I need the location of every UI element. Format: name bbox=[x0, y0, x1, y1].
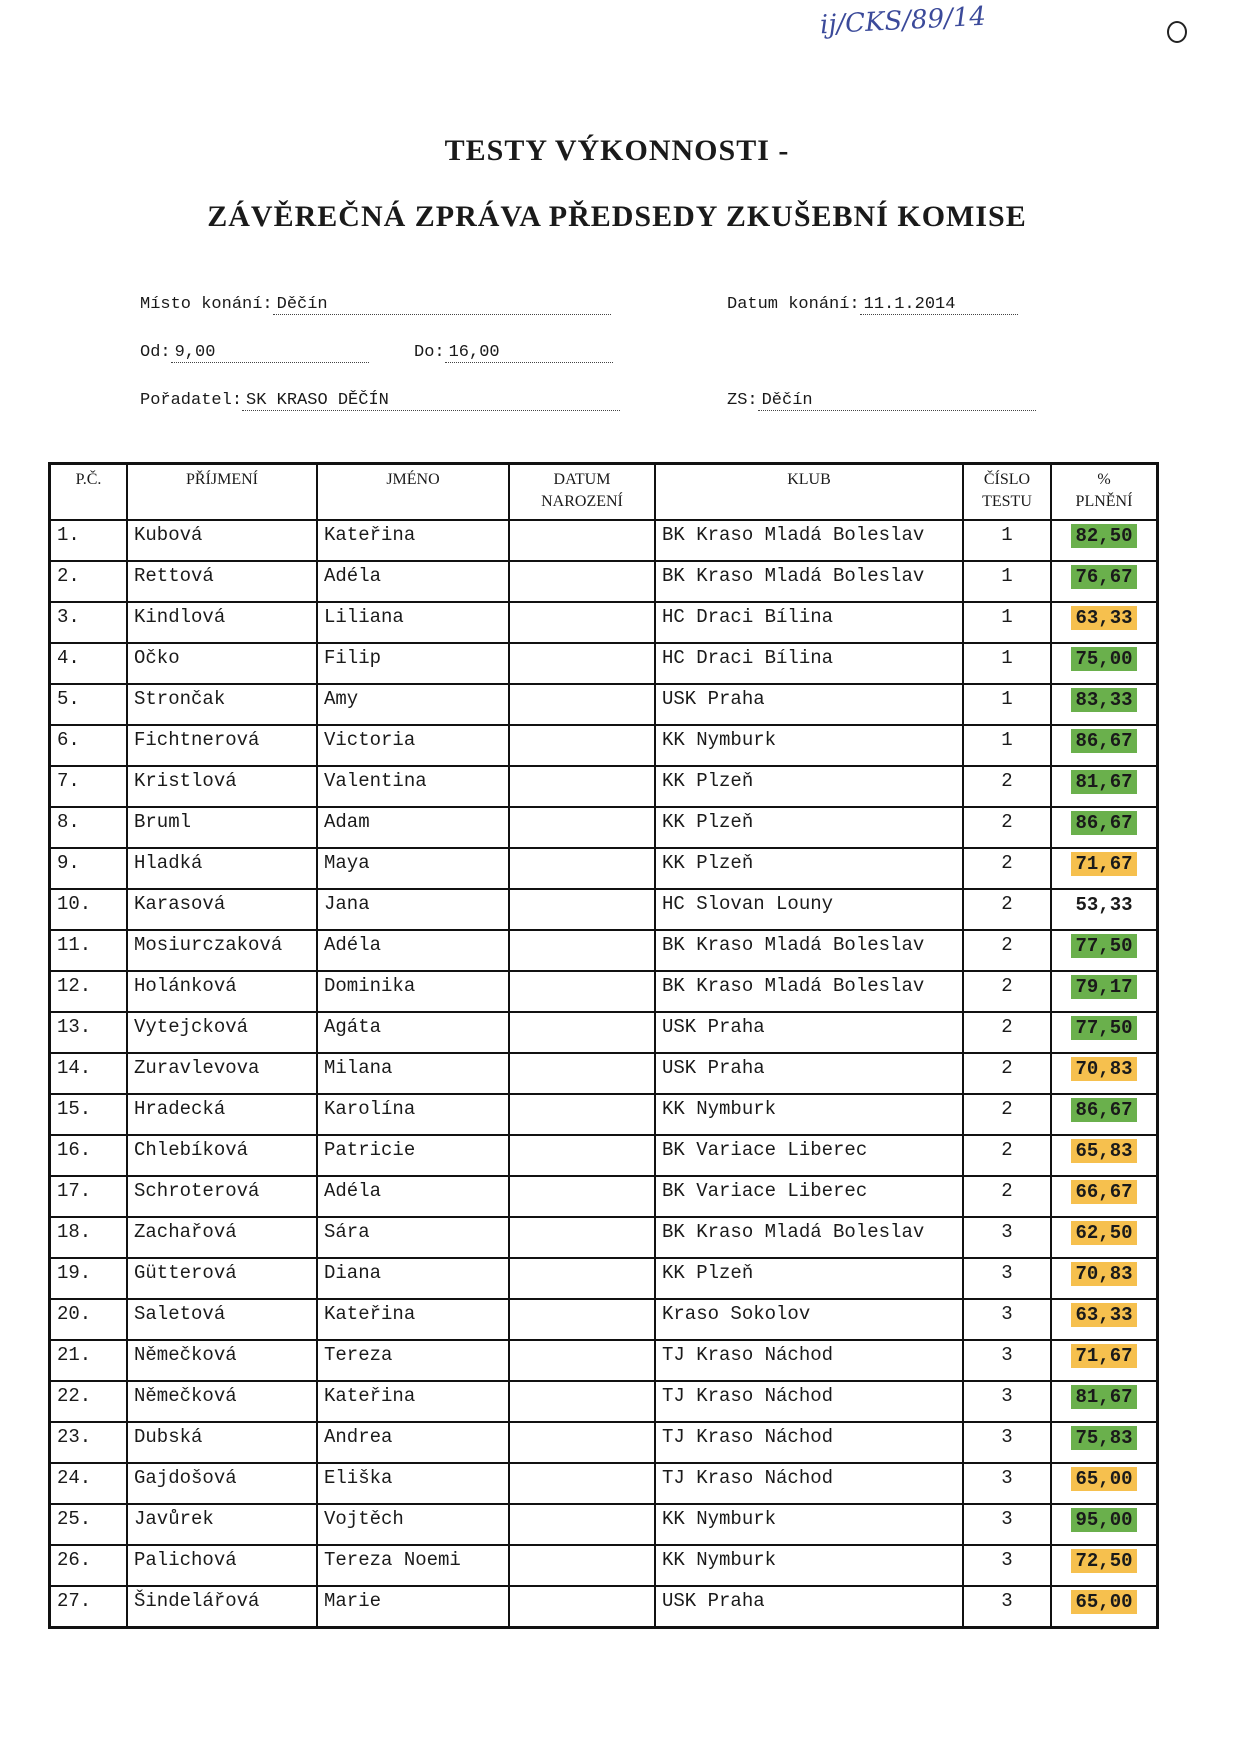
row-surname: Gajdošová bbox=[127, 1463, 317, 1504]
row-birthdate bbox=[509, 1012, 655, 1053]
row-birthdate bbox=[509, 1504, 655, 1545]
table-row bbox=[50, 766, 1157, 807]
row-percent bbox=[1051, 1504, 1157, 1545]
row-club: USK Praha bbox=[655, 1053, 963, 1094]
row-surname: Rettová bbox=[127, 561, 317, 602]
row-percent-value: 63,33 bbox=[1071, 606, 1136, 630]
row-birthdate bbox=[509, 684, 655, 725]
row-number: 9. bbox=[50, 848, 127, 889]
row-percent bbox=[1051, 766, 1157, 807]
table-row bbox=[50, 561, 1157, 602]
row-test-number: 2 bbox=[963, 848, 1051, 889]
circle-mark bbox=[1167, 21, 1187, 43]
row-test-number: 3 bbox=[963, 1217, 1051, 1258]
row-percent-value: 70,83 bbox=[1071, 1057, 1136, 1081]
row-number: 3. bbox=[50, 602, 127, 643]
header-test-number bbox=[963, 464, 1051, 520]
row-name: Agáta bbox=[317, 1012, 509, 1053]
row-test-number: 3 bbox=[963, 1545, 1051, 1586]
row-name: Dominika bbox=[317, 971, 509, 1012]
row-percent bbox=[1051, 1053, 1157, 1094]
from-value: 9,00 bbox=[171, 343, 369, 363]
row-number: 25. bbox=[50, 1504, 127, 1545]
row-number: 6. bbox=[50, 725, 127, 766]
row-percent bbox=[1051, 561, 1157, 602]
date-value: 11.1.2014 bbox=[860, 295, 1018, 315]
row-surname: Saletová bbox=[127, 1299, 317, 1340]
table-row bbox=[50, 1258, 1157, 1299]
header-birthdate-line2: NAROZENÍ bbox=[541, 493, 623, 510]
row-number: 2. bbox=[50, 561, 127, 602]
row-percent-value: 81,67 bbox=[1071, 1385, 1136, 1409]
row-surname: Mosiurczaková bbox=[127, 930, 317, 971]
row-name: Tereza Noemi bbox=[317, 1545, 509, 1586]
header-percent bbox=[1051, 464, 1157, 520]
table-row bbox=[50, 643, 1157, 684]
row-birthdate bbox=[509, 1135, 655, 1176]
row-test-number: 3 bbox=[963, 1340, 1051, 1381]
row-name: Milana bbox=[317, 1053, 509, 1094]
row-surname: Holánková bbox=[127, 971, 317, 1012]
row-name: Diana bbox=[317, 1258, 509, 1299]
row-number: 1. bbox=[50, 520, 127, 561]
row-percent-value: 71,67 bbox=[1071, 852, 1136, 876]
to-label: Do: bbox=[414, 343, 445, 362]
table-row bbox=[50, 848, 1157, 889]
row-club: BK Kraso Mladá Boleslav bbox=[655, 971, 963, 1012]
row-percent bbox=[1051, 807, 1157, 848]
row-percent bbox=[1051, 1217, 1157, 1258]
to-value: 16,00 bbox=[445, 343, 613, 363]
title-line-1: TESTY VÝKONNOSTI - bbox=[444, 134, 790, 167]
row-number: 17. bbox=[50, 1176, 127, 1217]
row-percent-value: 86,67 bbox=[1071, 1098, 1136, 1122]
row-club: BK Kraso Mladá Boleslav bbox=[655, 561, 963, 602]
row-test-number: 3 bbox=[963, 1381, 1051, 1422]
row-test-number: 3 bbox=[963, 1258, 1051, 1299]
row-percent-value: 75,83 bbox=[1071, 1426, 1136, 1450]
row-number: 27. bbox=[50, 1586, 127, 1627]
row-percent-value: 75,00 bbox=[1071, 647, 1136, 671]
row-percent-value: 77,50 bbox=[1071, 934, 1136, 958]
table-row bbox=[50, 930, 1157, 971]
header-percent-line2: PLNĚNÍ bbox=[1075, 493, 1133, 510]
row-club: BK Variace Liberec bbox=[655, 1135, 963, 1176]
row-test-number: 3 bbox=[963, 1504, 1051, 1545]
to-field bbox=[414, 343, 613, 363]
row-percent-value: 86,67 bbox=[1071, 811, 1136, 835]
organizer-value: SK KRASO DĚČÍN bbox=[242, 391, 620, 411]
row-club: KK Plzeň bbox=[655, 848, 963, 889]
row-test-number: 3 bbox=[963, 1463, 1051, 1504]
row-birthdate bbox=[509, 1299, 655, 1340]
row-surname: Hradecká bbox=[127, 1094, 317, 1135]
row-club: TJ Kraso Náchod bbox=[655, 1381, 963, 1422]
row-name: Jana bbox=[317, 889, 509, 930]
row-birthdate bbox=[509, 561, 655, 602]
header-test-line2: TESTU bbox=[982, 493, 1032, 510]
table-row bbox=[50, 1340, 1157, 1381]
row-birthdate bbox=[509, 1053, 655, 1094]
place-value: Děčín bbox=[273, 295, 611, 315]
table-row bbox=[50, 1299, 1157, 1340]
row-name: Adéla bbox=[317, 1176, 509, 1217]
row-percent bbox=[1051, 930, 1157, 971]
row-birthdate bbox=[509, 807, 655, 848]
place-field bbox=[140, 295, 611, 315]
row-test-number: 2 bbox=[963, 889, 1051, 930]
row-club: TJ Kraso Náchod bbox=[655, 1340, 963, 1381]
row-percent bbox=[1051, 1545, 1157, 1586]
row-percent bbox=[1051, 1381, 1157, 1422]
row-surname: Kubová bbox=[127, 520, 317, 561]
row-percent bbox=[1051, 520, 1157, 561]
row-number: 15. bbox=[50, 1094, 127, 1135]
zs-label: ZS: bbox=[727, 391, 758, 410]
row-surname: Javůrek bbox=[127, 1504, 317, 1545]
row-birthdate bbox=[509, 520, 655, 561]
row-percent bbox=[1051, 602, 1157, 643]
row-percent-value: 71,67 bbox=[1071, 1344, 1136, 1368]
row-name: Adéla bbox=[317, 561, 509, 602]
row-name: Vojtěch bbox=[317, 1504, 509, 1545]
organizer-label: Pořadatel: bbox=[140, 391, 243, 410]
row-surname: Kristlová bbox=[127, 766, 317, 807]
from-field bbox=[140, 343, 369, 363]
row-surname: Očko bbox=[127, 643, 317, 684]
row-test-number: 3 bbox=[963, 1299, 1051, 1340]
row-name: Karolína bbox=[317, 1094, 509, 1135]
row-number: 19. bbox=[50, 1258, 127, 1299]
row-birthdate bbox=[509, 766, 655, 807]
row-percent bbox=[1051, 725, 1157, 766]
from-label: Od: bbox=[140, 343, 171, 362]
row-test-number: 2 bbox=[963, 1053, 1051, 1094]
date-field bbox=[727, 295, 1018, 315]
row-percent bbox=[1051, 1258, 1157, 1299]
row-surname: Dubská bbox=[127, 1422, 317, 1463]
row-test-number: 1 bbox=[963, 561, 1051, 602]
row-birthdate bbox=[509, 1586, 655, 1627]
row-test-number: 2 bbox=[963, 766, 1051, 807]
row-club: KK Plzeň bbox=[655, 1258, 963, 1299]
row-number: 14. bbox=[50, 1053, 127, 1094]
row-club: TJ Kraso Náchod bbox=[655, 1463, 963, 1504]
row-number: 4. bbox=[50, 643, 127, 684]
row-test-number: 2 bbox=[963, 1094, 1051, 1135]
row-percent-value: 95,00 bbox=[1071, 1508, 1136, 1532]
table-row bbox=[50, 1094, 1157, 1135]
row-percent-value: 77,50 bbox=[1071, 1016, 1136, 1040]
row-birthdate bbox=[509, 1217, 655, 1258]
row-surname: Fichtnerová bbox=[127, 725, 317, 766]
row-surname: Vytejcková bbox=[127, 1012, 317, 1053]
header-percent-line1: % bbox=[1097, 471, 1111, 488]
row-percent bbox=[1051, 1586, 1157, 1627]
row-name: Maya bbox=[317, 848, 509, 889]
row-test-number: 2 bbox=[963, 1135, 1051, 1176]
organizer-field bbox=[140, 391, 620, 411]
row-surname: Kindlová bbox=[127, 602, 317, 643]
row-surname: Palichová bbox=[127, 1545, 317, 1586]
table-row bbox=[50, 889, 1157, 930]
row-club: BK Kraso Mladá Boleslav bbox=[655, 930, 963, 971]
row-name: Kateřina bbox=[317, 1381, 509, 1422]
row-surname: Hladká bbox=[127, 848, 317, 889]
row-club: Kraso Sokolov bbox=[655, 1299, 963, 1340]
row-name: Liliana bbox=[317, 602, 509, 643]
row-percent bbox=[1051, 1299, 1157, 1340]
row-name: Adéla bbox=[317, 930, 509, 971]
row-percent-value: 81,67 bbox=[1071, 770, 1136, 794]
table-row bbox=[50, 1053, 1157, 1094]
row-birthdate bbox=[509, 1381, 655, 1422]
row-birthdate bbox=[509, 1094, 655, 1135]
row-surname: Zuravlevova bbox=[127, 1053, 317, 1094]
table-row bbox=[50, 971, 1157, 1012]
table-row bbox=[50, 1381, 1157, 1422]
row-percent-value: 76,67 bbox=[1071, 565, 1136, 589]
row-club: HC Slovan Louny bbox=[655, 889, 963, 930]
row-number: 16. bbox=[50, 1135, 127, 1176]
row-percent-value: 86,67 bbox=[1071, 729, 1136, 753]
row-percent-value: 82,50 bbox=[1071, 524, 1136, 548]
header-birthdate-line1: DATUM bbox=[553, 471, 611, 488]
row-name: Kateřina bbox=[317, 1299, 509, 1340]
table-row bbox=[50, 807, 1157, 848]
row-surname: Němečková bbox=[127, 1381, 317, 1422]
row-number: 22. bbox=[50, 1381, 127, 1422]
row-percent-value: 65,83 bbox=[1071, 1139, 1136, 1163]
row-birthdate bbox=[509, 1340, 655, 1381]
table-row bbox=[50, 1463, 1157, 1504]
row-percent bbox=[1051, 971, 1157, 1012]
row-number: 20. bbox=[50, 1299, 127, 1340]
row-test-number: 3 bbox=[963, 1586, 1051, 1627]
row-number: 5. bbox=[50, 684, 127, 725]
table-row bbox=[50, 725, 1157, 766]
row-percent-value: 62,50 bbox=[1071, 1221, 1136, 1245]
title-line-2: ZÁVĚREČNÁ ZPRÁVA PŘEDSEDY ZKUŠEBNÍ KOMISE bbox=[207, 200, 1027, 233]
row-number: 8. bbox=[50, 807, 127, 848]
row-test-number: 1 bbox=[963, 643, 1051, 684]
row-birthdate bbox=[509, 1545, 655, 1586]
row-percent-value: 65,00 bbox=[1071, 1467, 1136, 1491]
row-number: 12. bbox=[50, 971, 127, 1012]
row-test-number: 2 bbox=[963, 971, 1051, 1012]
row-percent bbox=[1051, 1340, 1157, 1381]
row-club: HC Draci Bílina bbox=[655, 602, 963, 643]
row-birthdate bbox=[509, 602, 655, 643]
row-percent-value: 65,00 bbox=[1071, 1590, 1136, 1614]
row-birthdate bbox=[509, 848, 655, 889]
header-pc: P.Č. bbox=[50, 464, 127, 520]
row-club: BK Kraso Mladá Boleslav bbox=[655, 1217, 963, 1258]
zs-value: Děčín bbox=[758, 391, 1036, 411]
date-label: Datum konání: bbox=[727, 295, 860, 314]
row-surname: Zachařová bbox=[127, 1217, 317, 1258]
row-percent-value: 70,83 bbox=[1071, 1262, 1136, 1286]
row-number: 13. bbox=[50, 1012, 127, 1053]
table-row bbox=[50, 1135, 1157, 1176]
row-club: USK Praha bbox=[655, 1012, 963, 1053]
row-club: KK Nymburk bbox=[655, 1094, 963, 1135]
row-percent bbox=[1051, 1422, 1157, 1463]
row-test-number: 2 bbox=[963, 1012, 1051, 1053]
row-name: Sára bbox=[317, 1217, 509, 1258]
row-test-number: 1 bbox=[963, 602, 1051, 643]
row-number: 21. bbox=[50, 1340, 127, 1381]
row-number: 7. bbox=[50, 766, 127, 807]
row-percent bbox=[1051, 889, 1157, 930]
row-club: KK Nymburk bbox=[655, 1545, 963, 1586]
row-surname: Bruml bbox=[127, 807, 317, 848]
row-club: BK Variace Liberec bbox=[655, 1176, 963, 1217]
row-club: KK Nymburk bbox=[655, 1504, 963, 1545]
row-number: 26. bbox=[50, 1545, 127, 1586]
row-name: Kateřina bbox=[317, 520, 509, 561]
row-surname: Gütterová bbox=[127, 1258, 317, 1299]
row-percent bbox=[1051, 643, 1157, 684]
table-row bbox=[50, 602, 1157, 643]
row-club: USK Praha bbox=[655, 684, 963, 725]
row-test-number: 1 bbox=[963, 520, 1051, 561]
results-table bbox=[48, 462, 1159, 1629]
row-surname: Schroterová bbox=[127, 1176, 317, 1217]
table-row bbox=[50, 1217, 1157, 1258]
row-percent-value: 83,33 bbox=[1071, 688, 1136, 712]
row-percent bbox=[1051, 1012, 1157, 1053]
header-name: JMÉNO bbox=[317, 464, 509, 520]
row-percent bbox=[1051, 1463, 1157, 1504]
row-test-number: 3 bbox=[963, 1422, 1051, 1463]
document-reference: ij/CKS/89/14 bbox=[819, 1, 987, 41]
row-birthdate bbox=[509, 725, 655, 766]
row-club: BK Kraso Mladá Boleslav bbox=[655, 520, 963, 561]
row-club: KK Plzeň bbox=[655, 807, 963, 848]
row-test-number: 1 bbox=[963, 725, 1051, 766]
row-test-number: 2 bbox=[963, 807, 1051, 848]
table-row bbox=[50, 1545, 1157, 1586]
header-test-line1: ČÍSLO bbox=[983, 471, 1031, 488]
table-row bbox=[50, 1176, 1157, 1217]
row-surname: Šindelářová bbox=[127, 1586, 317, 1627]
row-test-number: 2 bbox=[963, 930, 1051, 971]
row-club: KK Nymburk bbox=[655, 725, 963, 766]
row-name: Valentina bbox=[317, 766, 509, 807]
row-birthdate bbox=[509, 1463, 655, 1504]
row-birthdate bbox=[509, 889, 655, 930]
row-name: Patricie bbox=[317, 1135, 509, 1176]
row-test-number: 1 bbox=[963, 684, 1051, 725]
row-surname: Němečková bbox=[127, 1340, 317, 1381]
row-percent bbox=[1051, 848, 1157, 889]
row-percent bbox=[1051, 684, 1157, 725]
table-row bbox=[50, 1422, 1157, 1463]
row-percent-value: 79,17 bbox=[1071, 975, 1136, 999]
row-percent-value: 63,33 bbox=[1071, 1303, 1136, 1327]
header-club: KLUB bbox=[655, 464, 963, 520]
row-number: 23. bbox=[50, 1422, 127, 1463]
row-name: Marie bbox=[317, 1586, 509, 1627]
row-percent-value: 72,50 bbox=[1071, 1549, 1136, 1573]
row-surname: Karasová bbox=[127, 889, 317, 930]
row-percent-value: 66,67 bbox=[1071, 1180, 1136, 1204]
row-name: Filip bbox=[317, 643, 509, 684]
row-percent bbox=[1051, 1176, 1157, 1217]
row-birthdate bbox=[509, 1176, 655, 1217]
table-row bbox=[50, 520, 1157, 561]
table-row bbox=[50, 1012, 1157, 1053]
header-birthdate bbox=[509, 464, 655, 520]
place-label: Místo konání: bbox=[140, 295, 273, 314]
row-surname: Chlebíková bbox=[127, 1135, 317, 1176]
row-percent bbox=[1051, 1135, 1157, 1176]
header-surname: PŘÍJMENÍ bbox=[127, 464, 317, 520]
row-percent bbox=[1051, 1094, 1157, 1135]
row-name: Adam bbox=[317, 807, 509, 848]
row-name: Andrea bbox=[317, 1422, 509, 1463]
row-birthdate bbox=[509, 643, 655, 684]
table-row bbox=[50, 684, 1157, 725]
table-header-row bbox=[50, 464, 1157, 520]
row-club: TJ Kraso Náchod bbox=[655, 1422, 963, 1463]
row-name: Tereza bbox=[317, 1340, 509, 1381]
row-club: KK Plzeň bbox=[655, 766, 963, 807]
row-birthdate bbox=[509, 1422, 655, 1463]
row-name: Victoria bbox=[317, 725, 509, 766]
table-row bbox=[50, 1586, 1157, 1627]
zs-field bbox=[727, 391, 1036, 411]
row-name: Amy bbox=[317, 684, 509, 725]
row-test-number: 2 bbox=[963, 1176, 1051, 1217]
row-birthdate bbox=[509, 971, 655, 1012]
table-row bbox=[50, 1504, 1157, 1545]
row-number: 24. bbox=[50, 1463, 127, 1504]
row-percent-value: 53,33 bbox=[1075, 894, 1133, 916]
row-number: 10. bbox=[50, 889, 127, 930]
row-club: HC Draci Bílina bbox=[655, 643, 963, 684]
row-number: 11. bbox=[50, 930, 127, 971]
row-number: 18. bbox=[50, 1217, 127, 1258]
row-club: USK Praha bbox=[655, 1586, 963, 1627]
row-surname: Strončak bbox=[127, 684, 317, 725]
row-birthdate bbox=[509, 1258, 655, 1299]
row-birthdate bbox=[509, 930, 655, 971]
row-name: Eliška bbox=[317, 1463, 509, 1504]
